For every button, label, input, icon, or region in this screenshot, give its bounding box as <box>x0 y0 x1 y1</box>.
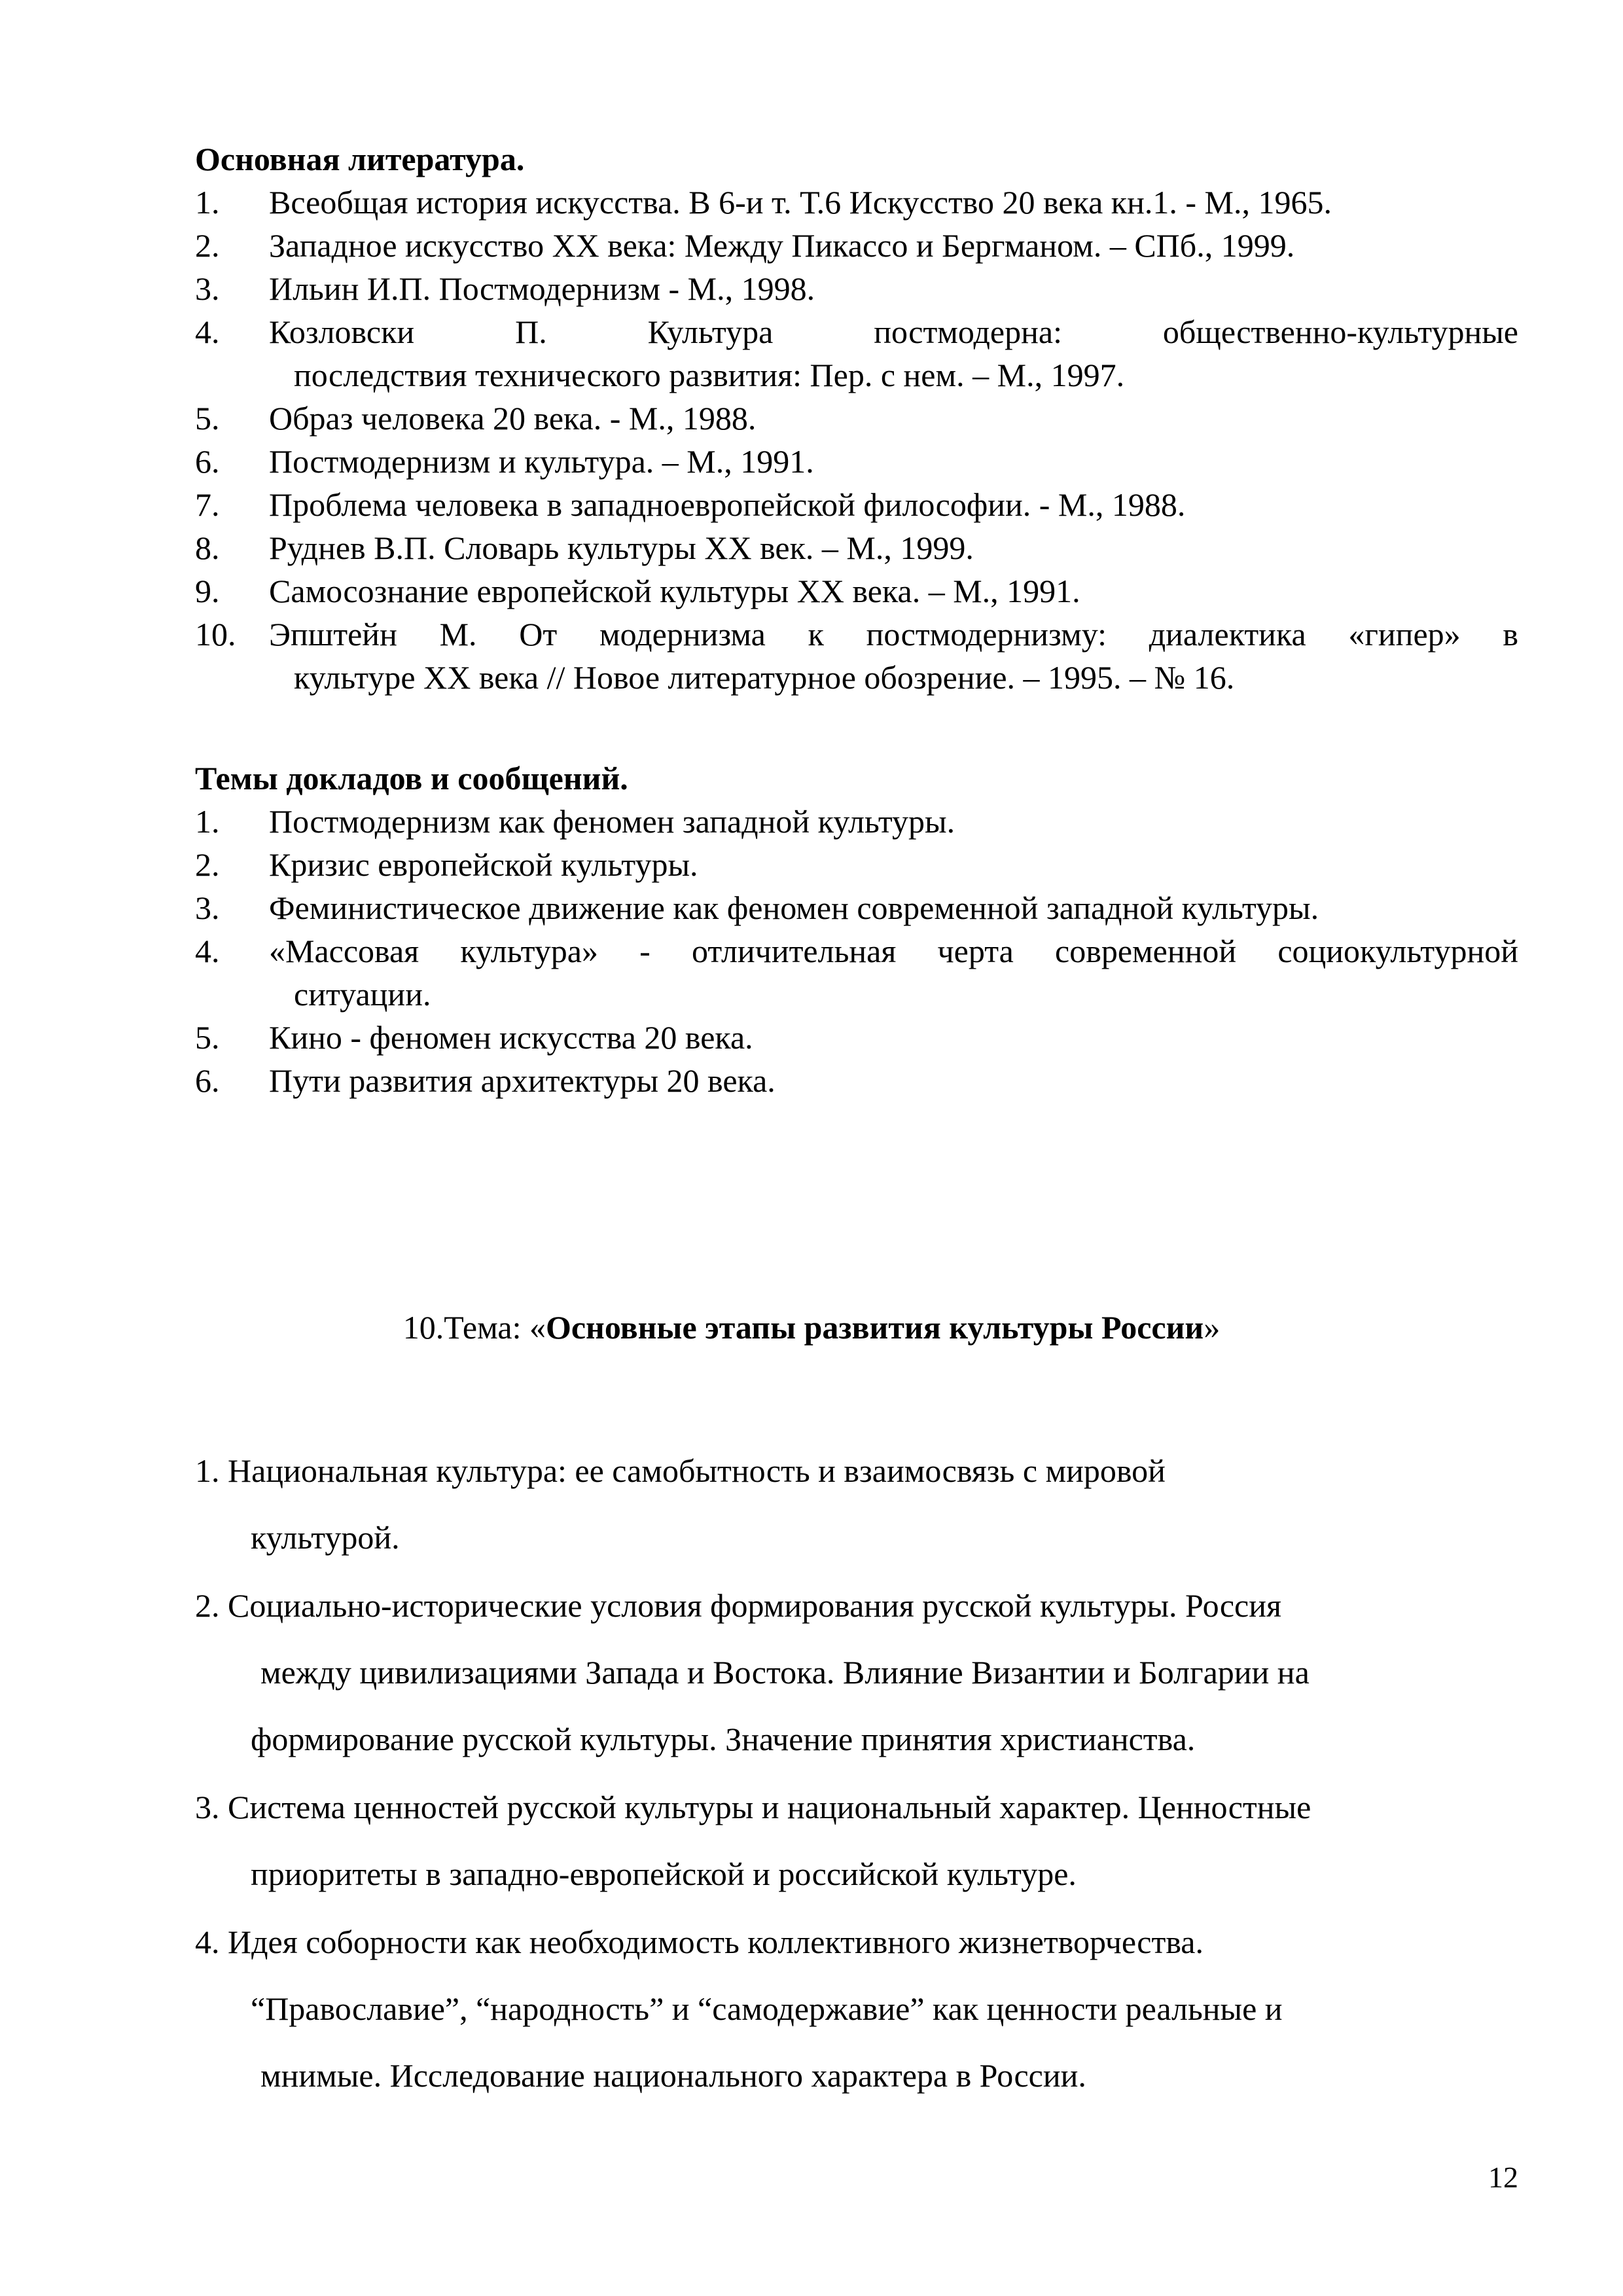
topic-item <box>195 886 1518 929</box>
item-number: 10. <box>195 616 236 653</box>
literature-heading: Основная литература. <box>195 141 525 177</box>
item-text: Постмодернизм и культура. – М., 1991. <box>269 443 814 480</box>
topic-item <box>195 843 1518 886</box>
plan-line: “Православие”, “народность” и “самодержавие” как ценности реальные и <box>251 1990 1283 2027</box>
literature-item <box>195 613 1518 699</box>
plan-line: мнимые. Исследование национального характера в России. <box>260 2057 1086 2094</box>
item-number: 4. <box>195 314 220 350</box>
literature-item <box>195 483 1518 526</box>
plan-line: 1. Национальная культура: ее самобытность и взаимосвязь с мировой <box>195 1452 1166 1489</box>
item-number: 2. <box>195 846 220 883</box>
plan-line: формирование русской культуры. Значение принятия христианства. <box>251 1721 1196 1757</box>
item-text: Всеобщая история искусства. В 6-и т. Т.6 Искусство 20 века кн.1. - М., 1965. <box>269 184 1332 221</box>
item-number: 7. <box>195 486 220 523</box>
item-text: «Массовая культура» - отличительная черта современной социокультурной <box>269 933 1518 969</box>
plan-line: между цивилизациями Запада и Востока. Влияние Византии и Болгарии на <box>260 1654 1310 1691</box>
item-text-continued: ситуации. <box>294 976 431 1013</box>
item-text-continued: последствия технического развития: Пер. с нем. – М., 1997. <box>294 357 1125 393</box>
page-content <box>195 137 1518 1102</box>
plan-line: приоритеты в западно-европейской и российской культуре. <box>251 1856 1077 1892</box>
literature-item <box>195 569 1518 613</box>
theme-plan <box>195 1437 1510 2110</box>
plan-item <box>195 1774 1510 1907</box>
literature-item <box>195 440 1518 483</box>
item-number: 1. <box>195 803 220 840</box>
literature-item <box>195 310 1518 397</box>
item-text: Образ человека 20 века. - М., 1988. <box>269 400 757 437</box>
item-number: 9. <box>195 573 220 609</box>
item-number: 6. <box>195 1062 220 1099</box>
item-text: Кризис европейской культуры. <box>269 846 698 883</box>
item-text: Феминистическое движение как феномен современной западной культуры. <box>269 889 1319 926</box>
theme-title-text: Основные этапы развития культуры России <box>545 1309 1204 1346</box>
theme-title <box>0 1306 1623 1349</box>
plan-item <box>195 1572 1510 1772</box>
literature-item <box>195 397 1518 440</box>
item-number: 4. <box>195 933 220 969</box>
item-number: 3. <box>195 270 220 307</box>
item-number: 8. <box>195 529 220 566</box>
item-number: 2. <box>195 227 220 264</box>
item-text: Проблема человека в западноевропейской философии. - М., 1988. <box>269 486 1186 523</box>
topic-item <box>195 1059 1518 1102</box>
topics-list <box>195 800 1518 1102</box>
topics-section <box>195 757 1518 1102</box>
item-number: 1. <box>195 184 220 221</box>
item-text: Руднев В.П. Словарь культуры XX век. – М., 1999. <box>269 529 974 566</box>
item-text: Западное искусство XX века: Между Пикассо и Бергманом. – СПб., 1999. <box>269 227 1295 264</box>
topic-item <box>195 800 1518 843</box>
item-text: Пути развития архитектуры 20 века. <box>269 1062 776 1099</box>
item-text: Самосознание европейской культуры XX века. – М., 1991. <box>269 573 1080 609</box>
literature-item <box>195 526 1518 569</box>
plan-line: 4. Идея соборности как необходимость коллективного жизнетворчества. <box>195 1924 1204 1960</box>
plan-line: культурой. <box>251 1519 400 1556</box>
item-text: Ильин И.П. Постмодернизм - М., 1998. <box>269 270 815 307</box>
literature-item <box>195 224 1518 267</box>
plan-line: 2. Социально-исторические условия формирования русской культуры. Россия <box>195 1587 1281 1624</box>
item-number: 5. <box>195 400 220 437</box>
item-number: 5. <box>195 1019 220 1056</box>
literature-item <box>195 267 1518 310</box>
literature-item <box>195 181 1518 224</box>
item-text: Постмодернизм как феномен западной культуры. <box>269 803 955 840</box>
item-text-continued: культуре XX века // Новое литературное обозрение. – 1995. – № 16. <box>294 659 1235 696</box>
item-text: Кино - феномен искусства 20 века. <box>269 1019 753 1056</box>
topic-item <box>195 929 1518 1016</box>
item-number: 6. <box>195 443 220 480</box>
topics-heading: Темы докладов и сообщений. <box>195 760 628 797</box>
plan-line: 3. Система ценностей русской культуры и национальный характер. Ценностные <box>195 1789 1311 1825</box>
item-number: 3. <box>195 889 220 926</box>
item-text: Козловски П. Культура постмодерна: общественно-культурные <box>269 314 1518 350</box>
page-number: 12 <box>1488 2161 1518 2194</box>
literature-list <box>195 181 1518 699</box>
plan-item <box>195 1437 1510 1571</box>
topic-item <box>195 1016 1518 1059</box>
theme-prefix: 10.Тема: « <box>402 1309 546 1346</box>
theme-suffix: » <box>1204 1309 1221 1346</box>
plan-item <box>195 1909 1510 2109</box>
item-text: Эпштейн М. От модернизма к постмодернизму: диалектика «гипер» в <box>269 616 1518 653</box>
